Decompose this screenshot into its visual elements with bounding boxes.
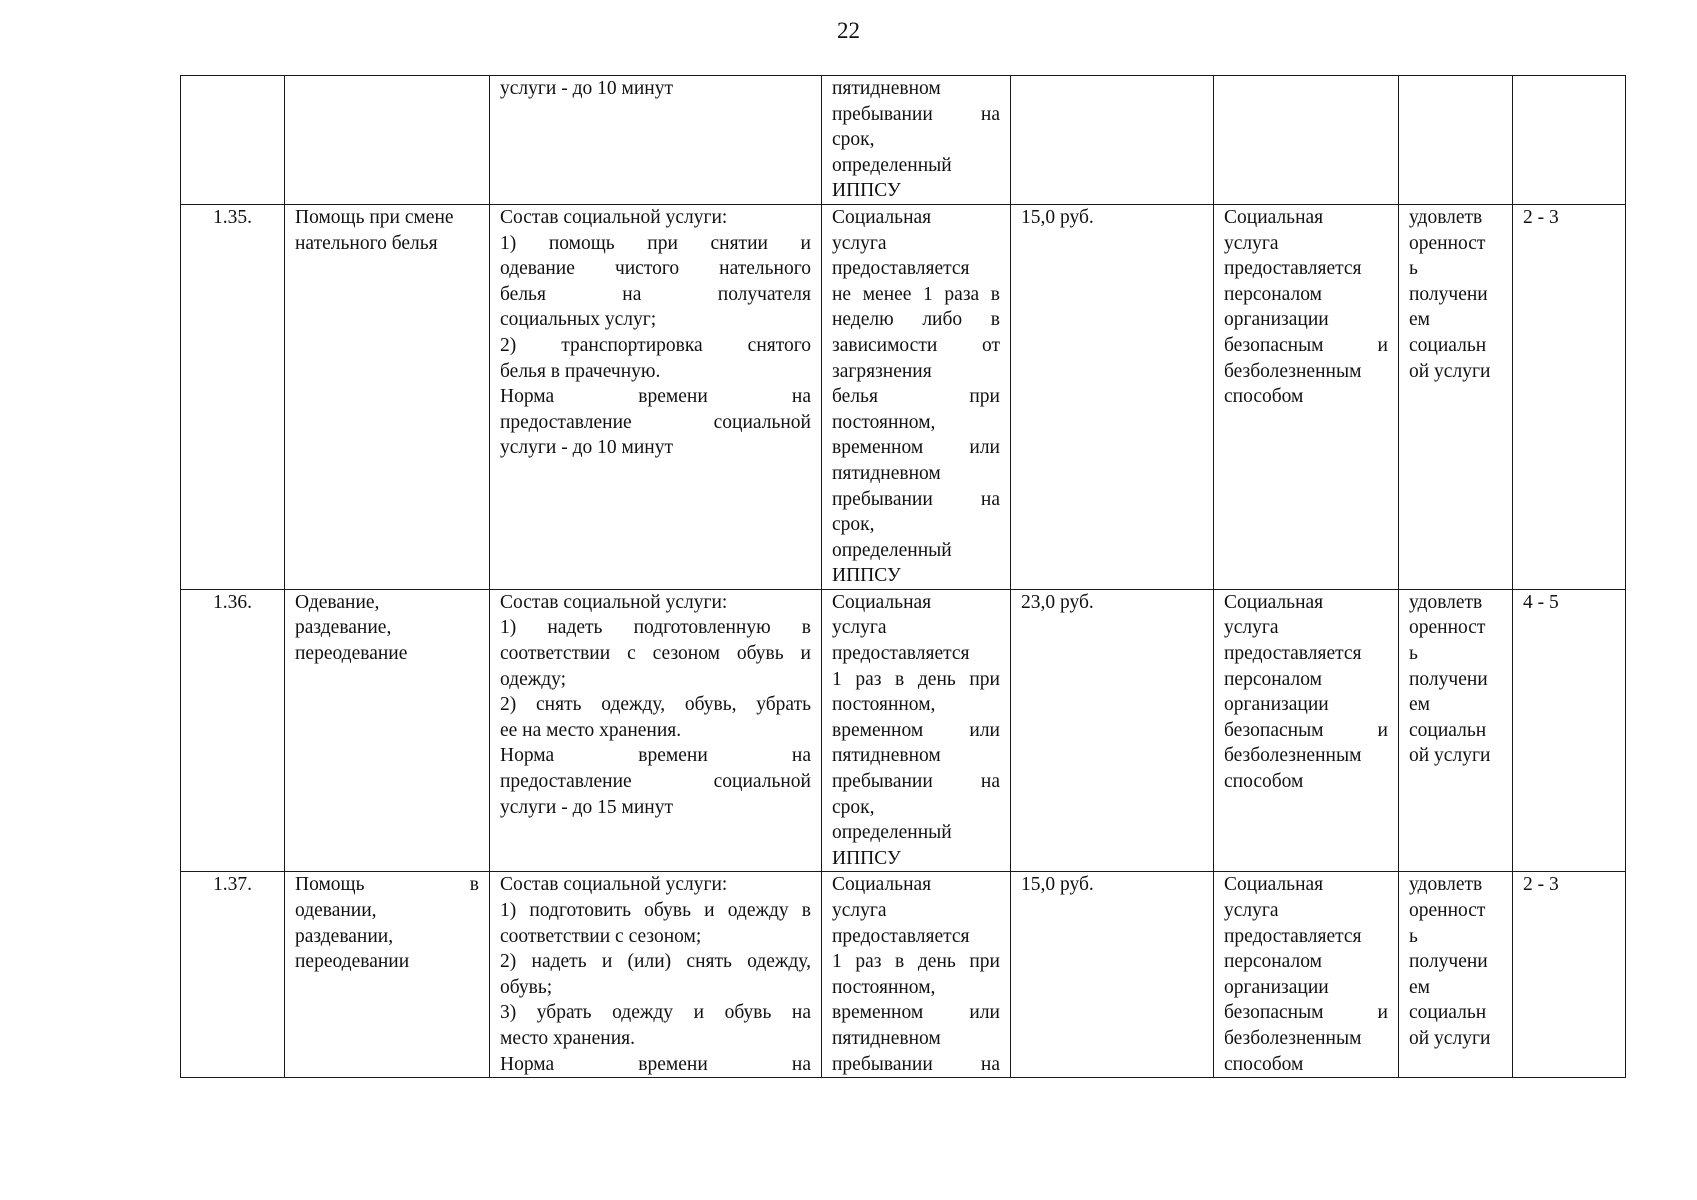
cell-line: социальных услуг;	[500, 309, 657, 331]
cell-line: 1) помощь при снятии и	[500, 232, 811, 254]
cell-line: услуга	[832, 232, 887, 254]
table-body	[181, 76, 1626, 1078]
cell-line: ь	[1409, 258, 1418, 280]
cell-line: не менее 1 раза в	[832, 283, 1000, 305]
cell-line: безопасным и	[1224, 719, 1388, 741]
cell-line: способом	[1224, 771, 1304, 793]
cell-line: Помощь в	[295, 874, 479, 896]
cell-line: срок,	[832, 796, 875, 818]
cell-line: пребывании на	[832, 103, 1000, 125]
cell-line: раздевание,	[295, 617, 392, 639]
cell-line: получени	[1409, 668, 1488, 690]
price-cell	[1011, 76, 1214, 205]
row-number-cell: 1.36.	[181, 589, 285, 872]
row-number-cell	[181, 76, 285, 205]
cell-line: безболезненным	[1224, 360, 1362, 382]
cell-line: услуги - до 15 минут	[500, 796, 673, 818]
price-cell: 15,0 руб.	[1011, 204, 1214, 589]
cell-line: услуга	[1224, 232, 1279, 254]
cell-line: временном или	[832, 719, 1000, 741]
cell-line: удовлетв	[1409, 874, 1483, 896]
cell-line: загрязнения	[832, 360, 932, 382]
conditions-cell	[1214, 589, 1399, 872]
cell-line: Социальная	[832, 874, 932, 896]
cell-line: оренност	[1409, 232, 1486, 254]
cell-line: Помощь при смене	[295, 206, 454, 228]
cell-line: Социальная	[832, 206, 932, 228]
cell-line: предоставляется	[1224, 643, 1362, 665]
cell-line: Социальная	[1224, 591, 1324, 613]
cell-line: способом	[1224, 386, 1304, 408]
cell-line: получени	[1409, 283, 1488, 305]
cell-line: услуги - до 10 минут	[500, 78, 673, 99]
cell-line: Норма времени на	[500, 745, 811, 767]
cell-line: место хранения.	[500, 1027, 635, 1049]
cell-line: ем	[1409, 976, 1430, 998]
service-content-cell	[490, 204, 822, 589]
cell-line: одежду;	[500, 668, 567, 690]
service-content-cell	[490, 589, 822, 872]
cell-line: ой услуги	[1409, 360, 1491, 382]
cell-line: ь	[1409, 643, 1418, 665]
cell-line: предоставляется	[832, 925, 970, 947]
cell-line: ИППСУ	[832, 565, 901, 587]
cell-line: предоставляется	[832, 643, 970, 665]
cell-line: Норма времени на	[500, 386, 811, 408]
cell-line: 1 раз в день при	[832, 951, 1000, 973]
rating-cell	[1513, 76, 1626, 205]
cell-line: Состав социальной услуги:	[500, 874, 728, 896]
cell-line: белья в прачечную.	[500, 360, 661, 382]
cell-line: обувь;	[500, 976, 553, 998]
service-terms-cell	[822, 76, 1011, 205]
rating-cell: 2 - 3	[1513, 872, 1626, 1078]
service-name-cell	[285, 76, 490, 205]
cell-line: Социальная	[832, 591, 932, 613]
cell-line: организации	[1224, 694, 1329, 716]
cell-line: пребывании на	[832, 488, 1000, 510]
cell-line: безболезненным	[1224, 745, 1362, 767]
cell-line: ой услуги	[1409, 745, 1491, 767]
indicators-cell	[1399, 76, 1513, 205]
indicators-cell	[1399, 872, 1513, 1078]
cell-line: зависимости от	[832, 334, 1000, 356]
cell-line: временном или	[832, 1002, 1000, 1024]
cell-line: Одевание,	[295, 591, 380, 613]
table-row	[181, 204, 1626, 589]
cell-line: белья при	[832, 386, 1000, 408]
cell-line: пребывании на	[832, 771, 1000, 793]
cell-line: услуги - до 10 минут	[500, 437, 673, 459]
cell-line: персоналом	[1224, 951, 1322, 973]
cell-line: ИППСУ	[832, 180, 901, 202]
cell-line: социальн	[1409, 719, 1487, 741]
cell-line: определенный	[832, 154, 952, 176]
cell-line: Норма времени на	[500, 1053, 811, 1075]
cell-line: получени	[1409, 951, 1488, 973]
cell-line: Состав социальной услуги:	[500, 591, 728, 613]
cell-line: неделю либо в	[832, 309, 1000, 331]
cell-line: постоянном,	[832, 694, 936, 716]
cell-line: пребывании на	[832, 1053, 1000, 1075]
cell-line: удовлетв	[1409, 591, 1483, 613]
cell-line: раздевании,	[295, 925, 394, 947]
cell-line: ИППСУ	[832, 847, 901, 869]
cell-line: срок,	[832, 129, 875, 151]
cell-line: оренност	[1409, 900, 1486, 921]
service-name-cell	[285, 589, 490, 872]
service-terms-cell	[822, 872, 1011, 1078]
cell-line: услуга	[1224, 617, 1279, 639]
cell-line: переодевании	[295, 951, 410, 973]
cell-line: временном или	[832, 437, 1000, 459]
cell-line: способом	[1224, 1053, 1304, 1075]
services-table	[180, 75, 1626, 1078]
cell-line: переодевание	[295, 643, 408, 665]
cell-line: предоставляется	[1224, 258, 1362, 280]
cell-line: предоставляется	[1224, 925, 1362, 947]
service-terms-cell	[822, 204, 1011, 589]
cell-line: постоянном,	[832, 976, 936, 998]
table-row	[181, 76, 1626, 205]
cell-line: организации	[1224, 309, 1329, 331]
conditions-cell	[1214, 872, 1399, 1078]
cell-line: 1) подготовить обувь и одежду в	[500, 900, 811, 921]
page-number: 22	[837, 18, 860, 43]
cell-line: оренност	[1409, 617, 1486, 639]
cell-line: нательного белья	[295, 232, 438, 254]
cell-line: 1 раз в день при	[832, 668, 1000, 690]
cell-line: ой услуги	[1409, 1027, 1491, 1049]
cell-line: удовлетв	[1409, 206, 1483, 228]
cell-line: пятидневном	[832, 1027, 941, 1049]
service-content-cell	[490, 76, 822, 205]
cell-line: безболезненным	[1224, 1027, 1362, 1049]
cell-line: безопасным и	[1224, 334, 1388, 356]
cell-line: персоналом	[1224, 283, 1322, 305]
table-row	[181, 589, 1626, 872]
cell-line: ее на место хранения.	[500, 719, 682, 741]
cell-line: предоставление социальной	[500, 411, 811, 433]
cell-line: пятидневном	[832, 745, 941, 767]
cell-line: персоналом	[1224, 668, 1322, 690]
cell-line: услуга	[1224, 900, 1279, 921]
price-cell: 15,0 руб.	[1011, 872, 1214, 1078]
cell-line: одевании,	[295, 900, 377, 921]
price-cell: 23,0 руб.	[1011, 589, 1214, 872]
cell-line: постоянном,	[832, 411, 936, 433]
cell-line: определенный	[832, 822, 952, 844]
conditions-cell	[1214, 204, 1399, 589]
cell-line: ем	[1409, 694, 1430, 716]
cell-line: безопасным и	[1224, 1002, 1388, 1024]
table-row	[181, 872, 1626, 1078]
cell-line: предоставление социальной	[500, 771, 811, 793]
cell-line: услуга	[832, 617, 887, 639]
cell-line: определенный	[832, 539, 952, 561]
rating-cell: 4 - 5	[1513, 589, 1626, 872]
cell-line: ь	[1409, 925, 1418, 947]
cell-line: соответствии с сезоном;	[500, 925, 702, 947]
service-terms-cell	[822, 589, 1011, 872]
cell-line: социальн	[1409, 334, 1487, 356]
service-name-cell	[285, 204, 490, 589]
cell-line: социальн	[1409, 1002, 1487, 1024]
cell-line: услуга	[832, 900, 887, 921]
service-name-cell	[285, 872, 490, 1078]
cell-line: срок,	[832, 514, 875, 536]
row-number-cell: 1.35.	[181, 204, 285, 589]
cell-line: пятидневном	[832, 462, 941, 484]
cell-line: ем	[1409, 309, 1430, 331]
cell-line: 2) снять одежду, обувь, убрать	[500, 694, 811, 716]
service-content-cell	[490, 872, 822, 1078]
cell-line: пятидневном	[832, 78, 941, 99]
cell-line: 3) убрать одежду и обувь на	[500, 1002, 811, 1024]
cell-line: 2) надеть и (или) снять одежду,	[500, 951, 811, 973]
cell-line: одевание чистого нательного	[500, 258, 811, 280]
cell-line: Социальная	[1224, 874, 1324, 896]
rating-cell: 2 - 3	[1513, 204, 1626, 589]
cell-line: соответствии с сезоном обувь и	[500, 643, 811, 665]
cell-line: 2) транспортировка снятого	[500, 334, 811, 356]
cell-line: Социальная	[1224, 206, 1324, 228]
indicators-cell	[1399, 204, 1513, 589]
cell-line: Состав социальной услуги:	[500, 206, 728, 228]
cell-line: организации	[1224, 976, 1329, 998]
cell-line: предоставляется	[832, 258, 970, 280]
indicators-cell	[1399, 589, 1513, 872]
cell-line: 1) надеть подготовленную в	[500, 617, 811, 639]
cell-line: белья на получателя	[500, 283, 811, 305]
row-number-cell: 1.37.	[181, 872, 285, 1078]
conditions-cell	[1214, 76, 1399, 205]
